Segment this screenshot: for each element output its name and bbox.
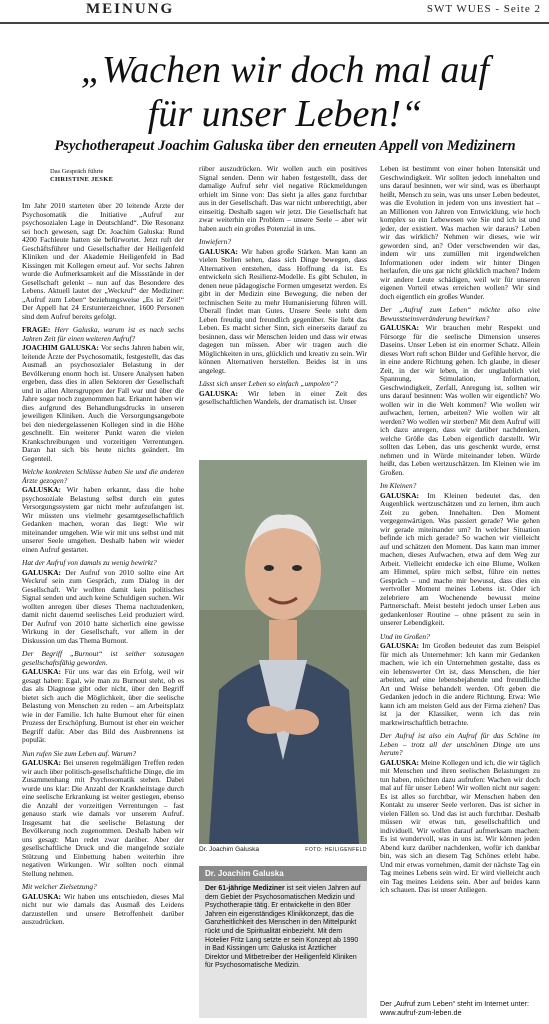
portrait-photo: [199, 460, 367, 844]
infobox-title: Dr. Joachim Galuska: [199, 866, 367, 881]
interview-question: Mit welcher Zielsetzung?: [22, 882, 97, 891]
answer-text: Im Großen bedeutet das zum Beispiel für mich als Unternehmer: Ich kann mir Gedanken machen, wie ich ein Unternehmen gestalte, dass es ein lebenswerter Ort ist, dass Menschen, die hier arbeiten, auf eine lebensbejahende und freundliche Art und Weise behandelt werden. Oft geben die Gedanken jedoch in die andere Richtung. Etwa: Wie kann ich am meisten Geld aus der Firma ziehen? Das ist ja der Klassiker, wenn ich das rein marktwirtschaftlich betrachte.: [380, 641, 540, 727]
answer-text: Meine Kollegen und ich, die wir täglich mit Menschen und ihren seelischen Belastungen zu tun haben, möchten dazu aufrufen: Wachen wir doch mal auf für unser Leben! Wir wollen nicht nur sagen: Es ist alles so furchtbar, wir Menschen haben den Kontakt zu unserer Seele verloren. Das ist sicher in vielen Fällen so. Und das ist auch furchtbar. Deshalb müssen wir etwas tun, gesellschaftlich und individuell. Wir wollen darauf aufmerksam machen: Es ist wundervoll, was in uns ist. Wir können jeden Abend kurz darüber nachdenken, wofür ich dankbar bin, was sich an diesem Tag Schönes erlebt habe. Und mir etwas vornehmen, damit der nächste Tag ein Tag meines Lebens sein wird. Er wird vielleicht auch ein Tag meines Leidens sein. Aber auf beides kann ich schauen. Das ist unser Anliegen.: [380, 757, 541, 894]
interview-question: Und im Großen?: [380, 631, 430, 641]
speaker-label: GALUSKA:: [22, 567, 66, 577]
speaker-label: GALUSKA:: [22, 667, 65, 676]
interview-answer: [22, 759, 184, 878]
speaker-label: GALUSKA:: [380, 323, 426, 332]
byline-author: CHRISTINE JESKE: [50, 176, 114, 183]
interview-question: Lässt sich unser Leben so einfach „umpolen“?: [199, 379, 338, 388]
bio-infobox: [199, 866, 367, 1018]
interview-answer: [380, 759, 540, 895]
page-info: SWT WUES - Seite 2: [426, 3, 541, 15]
question-text: Herr Galuska, warum ist es nach sechs Jahren Zeit für einen weiteren Aufruf?: [22, 325, 184, 343]
interview-question: Welche konkreten Schlüsse haben Sie und die anderen Ärzte gezogen?: [22, 467, 184, 485]
interview-question: Der „Aufruf zum Leben“ möchte also eine Bewusstseinsveränderung bewirken?: [380, 305, 540, 323]
infobox-body: ist seit vielen Jahren auf dem Gebiet der Psychosomatischen Medizin und Psychotherapie tätig. Er entwickelte in den 80er Jahren ein eigenständiges Klinikkonzept, das die Ganzheitlichkeit des Menschen in den Mittelpunkt rückt und die Spiritualität einbezieht. Mit dem Hotelier Fritz Lang setzte er sein Konzept ab 1990 in Bad Kissingen um: Galuska ist Ärztlicher Direktor und Mitbetreiber der Heiligenfeld Kliniken für Psychosomatische Medizin.: [205, 885, 361, 970]
speaker-label: GALUSKA:: [380, 757, 422, 767]
interview-answer: [380, 642, 540, 727]
answer-text: Im Kleinen bedeutet das, den Augenblick wertzuschätzen und zu lernen, ihm auch Zeit zu geben. Innehalten. Den Moment vergegenwärtigen. Was passiert gerade? Wie gehen wir gerade miteinander um? In welcher Situation befinde ich mich gerade? So wachen wir vielleicht auf und schätzen den Moment. Das kann man immer machen, dieses Aufwachen, etwa auf dem Weg zur Arbeit. Vielleicht entdecke ich eine Blume, Wolken am Himmel, spüre mich selbst, führe ein nettes Gespräch – und mache mir bewusst, dass dies ein wertvoller Moment meines Lebens ist. Oder ich zelebriere am Wochenende bewusst meine Partnerschaft. Meist besteht jedoch unser Leben aus gedankenloser Routine – ohne präsent zu sein in unserer Lebendigkeit.: [380, 490, 540, 627]
headline-line-1: „Wachen wir doch mal auf: [80, 49, 490, 91]
footer-note: [380, 1000, 540, 1017]
photo-caption: [199, 846, 367, 853]
infobox-lead: Der 61-jährige Mediziner: [205, 885, 285, 892]
body-paragraph: rüber auszudrücken. Wir wollen auch ein positives Signal senden. Denn wir haben festgestellt, dass der damalige Aufruf sehr viel negative Rückmeldungen erhielt im Sinne von: Das sieht ja alles ganz furchtbar aus in der Gesellschaft. Das war nicht unberechtigt, aber einseitig. Deshalb sagen wir jetzt. Die Gesellschaft hat zwar weiterhin ein Problem – unsere Seele – aber wir haben auch ein großes Potenzial in uns.: [199, 164, 367, 233]
subtitle: Psychotherapeut Joachim Galuska über den erneuten Appell von Medizinern: [54, 138, 516, 154]
headline: [40, 48, 530, 136]
answer-text: Wir haben große Stärken. Man kann an vielen Stellen sehen, dass sich Dinge bewegen, dass Alternativen entstehen, dass Hoffnung da ist. Es entwickeln sich Resilienz-Modelle. Es gibt Schulen, in denen neue pädagogische Formen umgesetzt werden. Es gibt in der Medizin eine Bewegung, die neben der technischen Seite zu mehr Humanisierung führen will. Überall findet man Gutes. Unsere Seele steht dem Leben freudig und freundlich gegenüber. Sie liebt das Leben. Es macht sicher Sinn, sich einerseits darauf zu besinnen, dass wir Menschen leiden und dass wir etwas dagegen tun müssen. Aber wir tragen auch die Möglichkeiten in uns, glücklich und kreativ zu sein. Wir können Alternativen herstellen. Beides ist in uns angelegt.: [199, 246, 368, 375]
speaker-label: GALUSKA:: [380, 641, 423, 650]
answer-text: Wir leben in einer Zeit des gesellschaftlichen Wandels, der dramatisch ist. Unser: [199, 388, 367, 406]
infobox-text: [199, 881, 367, 975]
article-column-3: [380, 165, 540, 900]
speaker-label: GALUSKA:: [199, 246, 242, 256]
interview-question: Hat der Aufruf von damals zu wenig bewirkt?: [22, 558, 157, 567]
speaker-label: GALUSKA:: [22, 485, 67, 494]
interview-answer: [22, 893, 184, 927]
interview-question: Der Begriff „Burnout“ ist seither sozusagen gesellschaftsfähig geworden.: [22, 649, 184, 667]
article-column-2: [199, 165, 367, 412]
answer-text: Vor sechs Jahren haben wir, leitende Ärzte der Psychosomatik, festgestellt, das das Ausmaß an psychosozialer Belastung in der Bevölkerung enorm hoch ist. Unsere Analysen haben ergeben, dass dies in allen Sektoren der Gesellschaft und in allen Altersgruppen der Fall war und über die Jahre sogar noch zugenommen hat. Erkannt haben wir dies aufgrund des Behandlungsdrucks in unseren jeweiligen Kliniken. Auch die Versorgungsangebote bei den niedergelassenen Kollegen sind in die Höhe geschnellt. Ein weiterer Punkt waren die vielen Krankschreibungen und vorzeitigen Verrentungen. Daran hat sich bis heute nichts geändert. Im Gegenteil.: [22, 343, 184, 463]
footer-line-1: Der „Aufruf zum Leben“ steht im Internet unter:: [380, 999, 530, 1008]
photo-caption-text: Dr. Joachim Galuska: [199, 846, 259, 853]
byline-label: Das Gespräch führte: [50, 168, 104, 175]
speaker-label: GALUSKA:: [22, 758, 64, 767]
answer-text: Der Aufruf von 2010 sollte eine Art Weckruf sein zum Gespräch, zum Dialog in der Gesellschaft. Wir wollten damit kein politisches Signal senden und auch keine Schuldigen suchen. Wir wollten anregen über dieses Thema nachzudenken, damit nicht dauernd seelisches Leid produziert wird. Der Aufruf von 2010 hatte sicherlich eine gewisse Wirkung in der Gesellschaft, vor allem in der Diskussion um das Thema Burnout.: [22, 567, 184, 645]
body-paragraph: Leben ist bestimmt von einer hohen Intensität und Geschwindigkeit. Wir sollten jedoch innehalten und uns darauf besinnen, wer wir sind, was es überhaupt heißt, Mensch zu sein, was uns unser Leben bedeutet, was die Evolution in jedem von uns investiert hat – an Millionen von Jahren von Entwicklung, wie hoch komplex so ein Lebewesen wie Sie und ich ist und jeder, der existiert. Was machen wir daraus? Leben wir das wirklich? Nehmen wir dieses, wie wir geworden sind, an? Oder verschwenden wir das, indem wir uns zumüllen mit irgendwelchen Informationen oder indem wir hinter Dingen herlaufen, die uns gar nicht glücklich machen? Indem wir andere Leute schädigen, weil wir für unseren eigenen Vorteil etwas erreichen wollen? Wir sind doch eigentlich ein großes Wunder.: [380, 164, 540, 301]
speaker-label: GALUSKA:: [22, 891, 64, 901]
portrait-illustration: [199, 460, 367, 844]
interview-question: Nun rufen Sie zum Leben auf. Warum?: [22, 748, 137, 758]
interview-question: Der Aufruf ist also ein Aufruf für das Schöne im Leben – trotz all der unschönen Dinge um uns herum?: [380, 731, 540, 757]
answer-text: Bei unseren regelmäßigen Treffen reden wir auch über politisch-gesellschaftliche Dinge, die im Zusammenhang mit Psychosomatik stehen. Dabei wurde uns klar: Die Anzahl der Krankheitstage durch eine seelische Erkrankung ist weiter gestiegen, ebenso die Anzahl der vorzeitigen Verrentungen – fast genauso stark wie damals vor unserem Aufruf. Insgesamt hat die seelische Belastung der Bevölkerung noch zugenommen. Deshalb haben wir uns gesagt: Man redet zwar darüber. Aber der gesellschaftliche Druck und die mangelnde soziale Stützung und Einbettung haben weiterhin ihre negativen Wirkungen. Wir sollten noch einmal Stellung nehmen.: [22, 758, 184, 878]
interview-answer: [22, 344, 184, 463]
interview-answer: [22, 668, 184, 745]
interview-answer: [22, 569, 184, 646]
section-title: MEINUNG: [86, 1, 175, 17]
interview-question: [22, 326, 184, 343]
interview-answer: [380, 324, 540, 477]
article-column-1: [22, 168, 184, 932]
answer-text: Wir haben erkannt, dass die hohe psychosoziale Belastung selbst durch ein gutes Versorgungssystem gar nicht mehr aufzufangen ist. Wir müssten uns vielmehr gesamtgesellschaftlich Gedanken machen, woran das liegt: Wie wir miteinander umgehen. Wie wir mit uns selbst und mit unserer Seele umgehen. Deshalb haben wir wieder einen Aufruf gestartet.: [22, 485, 184, 554]
page-header: [0, 0, 549, 24]
interview-question: Inwiefern?: [199, 237, 232, 246]
interview-answer: [199, 248, 367, 376]
interview-answer: [199, 390, 367, 407]
interview-question: Im Kleinen?: [380, 481, 417, 490]
photo-credit: FOTO: HEILIGENFELD: [305, 847, 367, 853]
intro-paragraph: Im Jahr 2010 starteten über 20 leitende Ärzte der Psychosomatik die Initiative „Aufruf zur psychosozialen Lage in Deutschland“. Die Resonanz sei hoch gewesen, sagt Dr. Joachim Galuska: Rund 4200 Fachleute hatten sie befürwortet. Jetzt ruft der Geschäftsführer und Gesellschafter der Heiligenfeld Kliniken und der Akademie Heiligenfeld in Bad Kissingen mit Kollegen erneut auf. Vor sechs Jahren wurde die Aufmerksamkeit auf die Missstände in der Gesellschaft gelenkt – nun auf das Besondere des Lebens. Aktuell lautet der „Weckruf“ der Mediziner: „Aufruf zum Leben“ beziehungsweise „Es ist Zeit!“ Der Appell hat 24 Erstunterzeichner, 1600 Personen sind dem Aufruf bereits gefolgt.: [22, 201, 184, 321]
footer-link[interactable]: www.aufruf-zum-leben.de: [380, 1007, 462, 1017]
answer-text: Wir brauchen mehr Respekt und Fürsorge für die seelische Dimension unseres Daseins. Unser Leben ist ein enormer Schatz. Allein dieses Wort ruft schon Bilder und Gefühle hervor, die in eine andere Richtung gehen. Ich glaube, in dieser Zeit, in der wir leben, in der unglaublich viel Spannung, Stimulation, Information, Geschwindigkeit, Zerfall, Anregung ist, sollten wir uns darauf besinnen: Was wollen wir eigentlich? Wo wollen wir in die Welt kommen? Wie wollen wir aufwachen, lernen, arbeiten? Wie wollen wir alt werden? Wo wollen wir sterben? Mit dem Aufruf will ich dazu anregen, dass wir darüber nachdenken, welche Größe das Leben eigentlich darstellt. Wir sollten das Leben, das uns geschenkt wurde, ernst nehmen und in Würde miteinander leben. Würde heißt, das Leben wertzuschätzen. Im Kleinen wie im Großen.: [380, 323, 541, 477]
speaker-label: FRAGE:: [22, 325, 55, 334]
headline-line-2: für unser Leben!“: [147, 93, 423, 135]
interview-answer: [22, 486, 184, 554]
speaker-label: GALUSKA:: [199, 388, 248, 398]
interview-answer: [380, 492, 540, 628]
answer-text: Für uns war das ein Erfolg, weil wir gesagt haben: Egal, wie man zu Burnout steht, ob es das als Diagnose gibt oder nicht, über den Begriff bietet sich auch die Möglichkeit, über die seelische Belastung von Menschen zu reden – am Arbeitsplatz wie in der Familie. Ich halte Burnout eher für einen Prozess der Erschöpfung. Burnout ist eher ein weicher Begriff dafür. Aber das Bild des Ausbrennens ist populär.: [22, 667, 185, 744]
answer-text: Wir haben uns entschieden, dieses Mal nicht nur wie damals das Ausmaß des Leidens darzustellen und unsere Betroffenheit darüber auszudrücken.: [22, 891, 184, 926]
speaker-label: GALUSKA:: [380, 490, 428, 500]
speaker-label: JOACHIM GALUSKA:: [22, 343, 101, 352]
